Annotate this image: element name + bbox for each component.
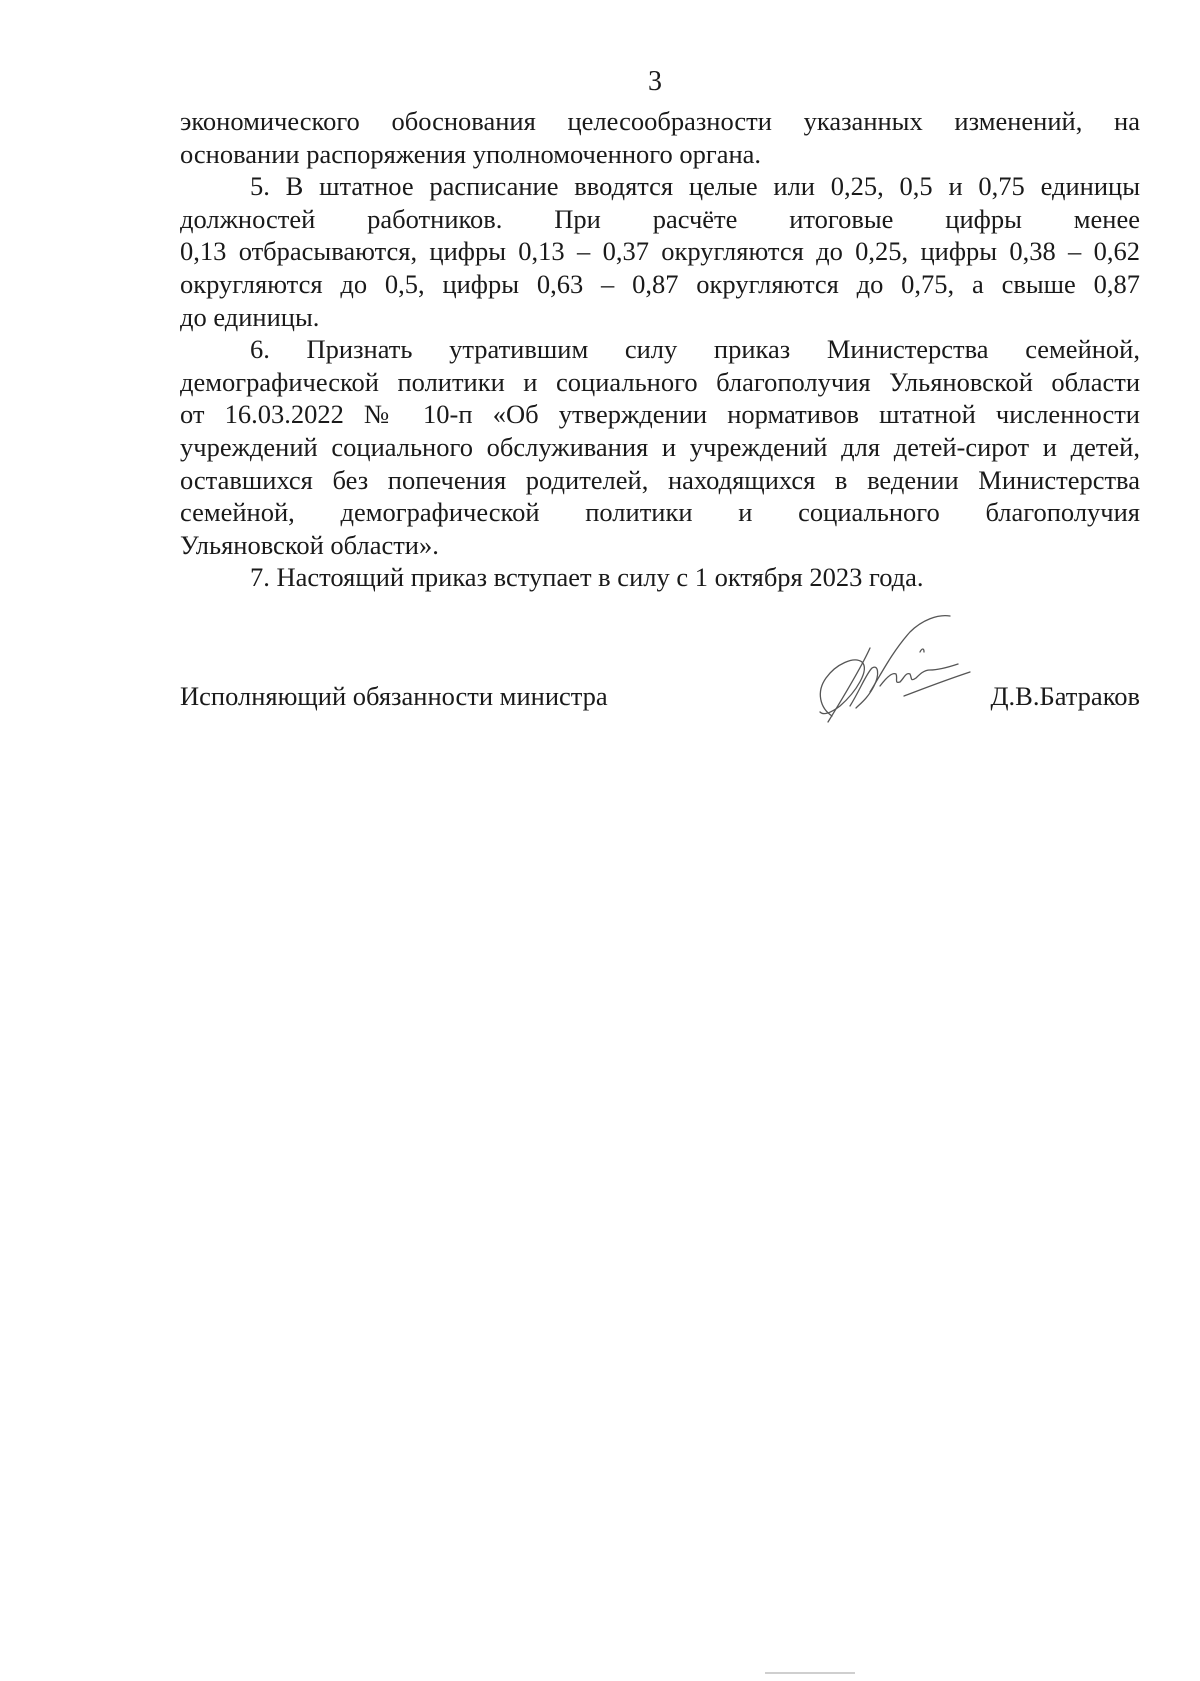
- signatory-position: Исполняющий обязанности министра: [180, 681, 608, 711]
- text-line: округляются до 0,5, цифры 0,63 – 0,87 округляются до 0,75, а свыше 0,87: [180, 268, 1140, 299]
- signature-block: [180, 680, 1140, 720]
- text-line: должностей работников. При расчёте итоговые цифры менее: [180, 203, 1140, 234]
- text-line: от 16.03.2022 № 10-п «Об утверждении нормативов штатной численности: [180, 399, 1140, 430]
- text-line: экономического обоснования целесообразности указанных изменений, на: [180, 106, 1140, 136]
- paragraph-item-5: [180, 170, 1140, 333]
- signatory-name: Д.В.Батраков: [990, 681, 1140, 711]
- text-line: семейной, демографической политики и социального благополучия: [180, 497, 1140, 528]
- text-line: Ульяновской области».: [180, 529, 439, 560]
- document-body: [180, 105, 1140, 594]
- paragraph-continuation: [180, 105, 1140, 170]
- paragraph-item-7: [180, 561, 1140, 594]
- page-number: 3: [648, 66, 662, 97]
- text-line: учреждений социального обслуживания и учреждений для детей-сирот и детей,: [180, 431, 1140, 462]
- text-line: 6. Признать утратившим силу приказ Министерства семейной,: [250, 334, 1140, 365]
- text-line: 5. В штатное расписание вводятся целые или 0,25, 0,5 и 0,75 единицы: [250, 171, 1140, 202]
- text-line: оставшихся без попечения родителей, находящихся в ведении Министерства: [180, 464, 1140, 495]
- footer-divider: [765, 1672, 855, 1674]
- paragraph-item-6: [180, 333, 1140, 561]
- text-line: 7. Настоящий приказ вступает в силу с 1 октября 2023 года.: [250, 562, 924, 593]
- text-line: 0,13 отбрасываются, цифры 0,13 – 0,37 округляются до 0,25, цифры 0,38 – 0,62: [180, 236, 1140, 267]
- text-line: до единицы.: [180, 301, 320, 332]
- text-line: демографической политики и социального благополучия Ульяновской области: [180, 366, 1140, 397]
- text-line: основании распоряжения уполномоченного органа.: [180, 138, 762, 169]
